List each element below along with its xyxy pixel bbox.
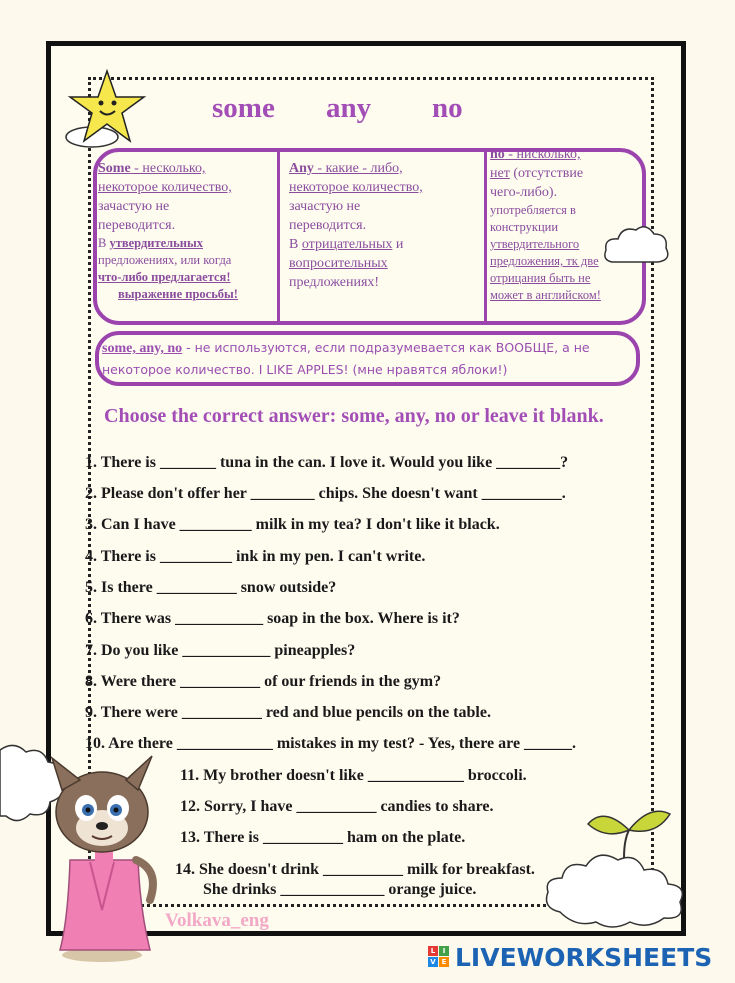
rule-some: Some - несколько, некоторое количество, зачастую не переводится. В утвердительных предложениях, или когда что-либо предлагается! выражение просьбы! [98, 161, 238, 301]
title-any: any [326, 92, 372, 124]
question-4: 4. There is _________ ink in my pen. I can't write. [85, 548, 426, 565]
smiling-star-icon [62, 65, 147, 150]
question-1: 1. There is _______ tuna in the can. I love it. Would you like ________? [85, 454, 569, 471]
question-2: 2. Please don't offer her ________ chips. She doesn't want __________. [85, 485, 566, 502]
rule-any: Any - какие - либо, некоторое количество, зачастую не переводится. В отрицательных и вопросительных предложениях! [289, 161, 423, 290]
question-3: 3. Can I have _________ milk in my tea? I don't like it black. [85, 516, 500, 533]
cloud-icon [540, 842, 700, 932]
question-12: 12. Sorry, I have __________ candies to share. [180, 798, 494, 815]
question-14-continued: She drinks _____________ orange juice. [203, 881, 477, 898]
question-8: 8. Were there __________ of our friends in the gym? [85, 673, 442, 690]
title-some: some [212, 92, 275, 124]
cartoon-wolf-girl-icon [40, 750, 175, 965]
question-5: 5. Is there __________ snow outside? [85, 579, 337, 596]
rule-no: no - нисколько, нет (отсутствие чего-либо). употребляется в конструкции утвердительного предложения, тк две отрицания быть не может в английском! [490, 147, 601, 302]
rules-divider [484, 150, 487, 323]
rules-divider [277, 150, 280, 323]
question-7: 7. Do you like ___________ pineapples? [85, 642, 356, 659]
question-11: 11. My brother doesn't like ____________ broccoli. [180, 767, 527, 784]
cloud-icon [600, 222, 672, 272]
question-9: 9. There were __________ red and blue pencils on the table. [85, 704, 491, 721]
question-14: 14. She doesn't drink __________ milk for breakfast. [175, 861, 535, 878]
author-signature: Volkava_eng [165, 910, 269, 931]
question-6: 6. There was ___________ soap in the box. Where is it? [85, 610, 460, 627]
usage-note: some, any, no - не используются, если подразумевается как ВООБЩЕ, а не некоторое количество. I LIKE APPLES! (мне нравятся яблоки!) [102, 340, 590, 377]
question-10: 10. Are there ____________ mistakes in my test? - Yes, there are ______. [85, 735, 577, 752]
question-13: 13. There is __________ ham on the plate. [180, 829, 466, 846]
title-no: no [432, 92, 463, 124]
liveworksheets-brand[interactable]: LIVEWORKSHEETS [455, 943, 713, 972]
liveworksheets-logo-icon: L I V E [428, 946, 450, 968]
instruction-heading: Choose the correct answer: some, any, no or leave it blank. [104, 405, 604, 427]
